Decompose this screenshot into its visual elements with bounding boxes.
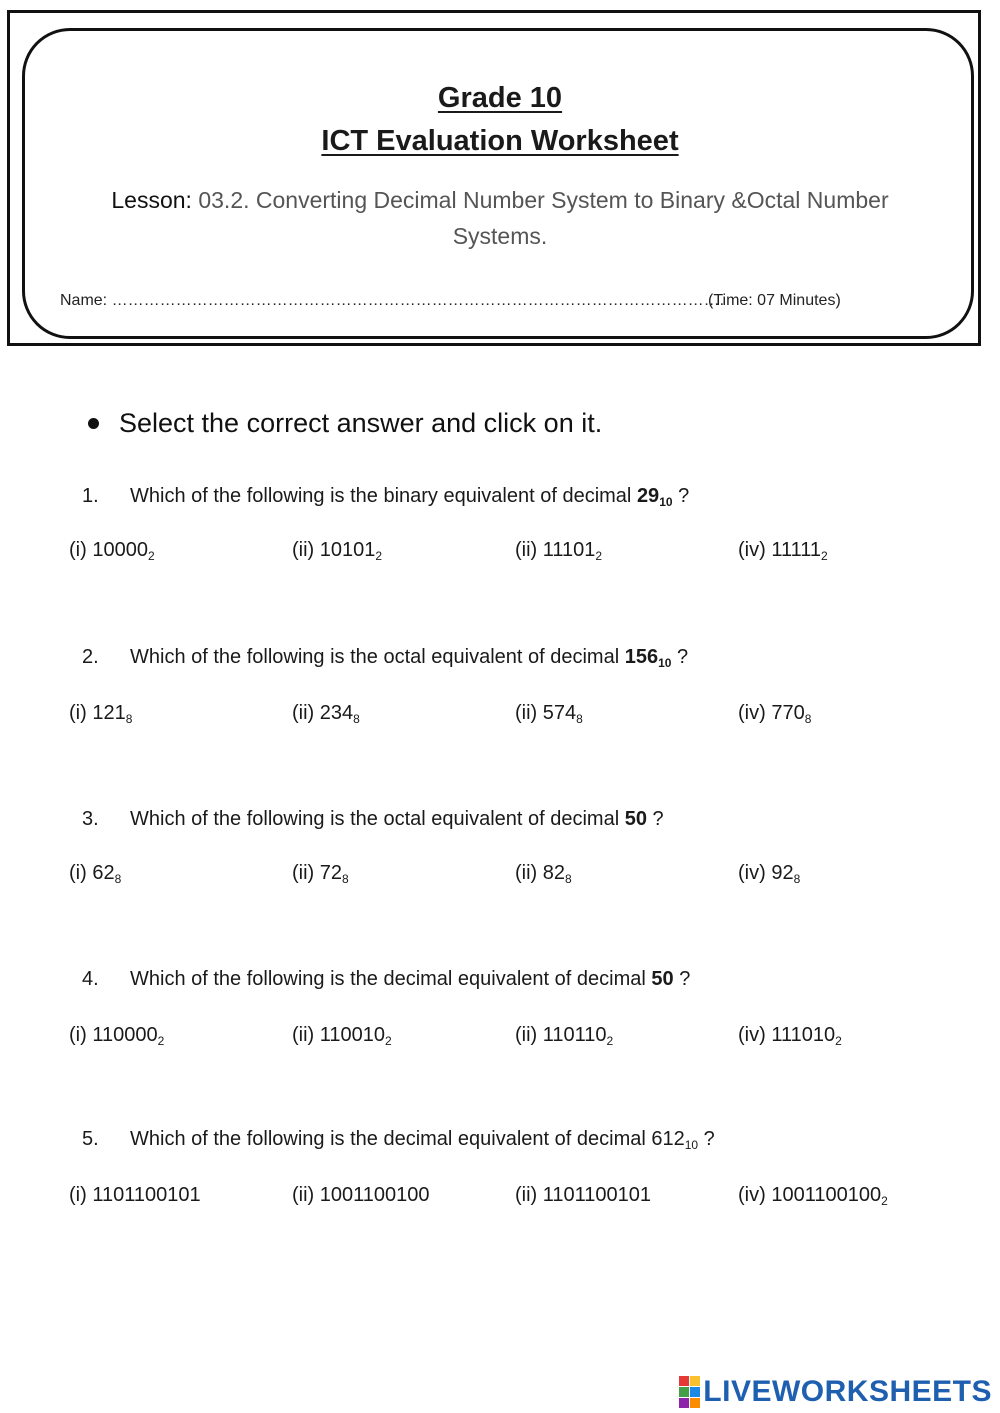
option-label: (ii) 72 — [292, 862, 343, 884]
option-label: (i) 121 — [69, 702, 126, 724]
question-4 — [82, 968, 690, 991]
question-end: ? — [672, 485, 690, 507]
instruction — [88, 408, 602, 439]
option-base: 8 — [793, 872, 801, 886]
option-5-ii[interactable] — [292, 1184, 430, 1207]
logo-square — [679, 1387, 689, 1397]
question-number: 3. — [82, 808, 99, 830]
option-2-iv[interactable] — [738, 702, 811, 725]
question-text: Which of the following is the octal equivalent of decimal — [130, 646, 625, 668]
option-5-iii[interactable] — [515, 1184, 651, 1207]
bullet-icon — [88, 418, 99, 429]
question-text: Which of the following is the decimal equivalent of decimal — [130, 968, 652, 990]
option-3-iv[interactable] — [738, 862, 800, 885]
option-3-ii[interactable] — [292, 862, 349, 885]
option-4-i[interactable] — [69, 1024, 164, 1047]
time-limit: (Time: 07 Minutes) — [708, 292, 841, 309]
option-4-iii[interactable] — [515, 1024, 613, 1047]
option-1-ii[interactable] — [292, 539, 382, 562]
question-text: Which of the following is the octal equivalent of decimal — [130, 808, 625, 830]
lesson-label: Lesson: — [111, 187, 192, 213]
option-base: 2 — [147, 549, 155, 563]
name-field[interactable]: Name: ……………………………………………………………………………………………………. — [60, 292, 725, 309]
question-value: 50 — [651, 968, 674, 990]
option-base: 8 — [114, 872, 122, 886]
option-base: 2 — [595, 549, 603, 563]
worksheet-title: ICT Evaluation Worksheet — [321, 125, 679, 157]
question-value-base: 10 — [659, 495, 673, 509]
option-base: 2 — [881, 1194, 888, 1208]
option-label: (ii) 574 — [515, 702, 577, 724]
option-base: 8 — [353, 712, 360, 726]
logo-square — [690, 1376, 700, 1386]
logo-mark-icon — [679, 1376, 700, 1408]
question-value: 29 — [636, 485, 660, 507]
option-1-iii[interactable] — [515, 539, 602, 562]
option-label: (ii) 110010 — [292, 1024, 386, 1046]
question-end: ? — [671, 646, 689, 668]
option-base: 8 — [804, 712, 812, 726]
option-label: (ii) 110110 — [515, 1024, 607, 1046]
option-label: (ii) 1101100101 — [515, 1184, 652, 1206]
question-text: Which of the following is the decimal equivalent of decimal 612 — [130, 1128, 685, 1150]
question-number: 5. — [82, 1128, 99, 1150]
grade-heading: Grade 10 — [437, 82, 563, 114]
option-4-ii[interactable] — [292, 1024, 392, 1047]
question-5 — [82, 1128, 715, 1151]
option-1-iv[interactable] — [738, 539, 828, 562]
logo-square — [690, 1398, 700, 1408]
logo-square — [679, 1376, 689, 1386]
option-1-i[interactable] — [69, 539, 155, 562]
option-base: 8 — [342, 872, 349, 886]
option-2-iii[interactable] — [515, 702, 583, 725]
question-3 — [82, 808, 664, 831]
lesson-text: 03.2. Converting Decimal Number System to Binary &Octal Number Systems. — [191, 187, 889, 249]
option-base: 2 — [385, 1034, 392, 1048]
question-text: Which of the following is the binary equivalent of decimal — [130, 485, 637, 507]
lesson-line — [80, 182, 920, 254]
option-2-i[interactable] — [69, 702, 132, 725]
option-3-iii[interactable] — [515, 862, 572, 885]
question-end: ? — [698, 1128, 715, 1150]
option-base: 8 — [565, 872, 572, 886]
liveworksheets-logo[interactable] — [679, 1375, 992, 1409]
option-label: (iv) 11111 — [738, 539, 821, 561]
option-label: (ii) 1001100100 — [292, 1184, 430, 1206]
instruction-text: Select the correct answer and click on it. — [119, 408, 603, 438]
option-label: (i) 1101100101 — [69, 1184, 201, 1206]
question-end: ? — [646, 808, 664, 830]
logo-square — [679, 1398, 689, 1408]
logo-text: LIVEWORKSHEETS — [703, 1375, 992, 1408]
question-1 — [82, 485, 689, 508]
question-value: 156 — [624, 646, 659, 668]
option-label: (ii) 82 — [515, 862, 566, 884]
option-base: 2 — [157, 1034, 165, 1048]
question-value-base: 10 — [684, 1138, 699, 1152]
option-label: (ii) 11101 — [515, 539, 596, 561]
option-label: (iv) 92 — [738, 862, 794, 884]
option-label: (iv) 1001100100 — [738, 1184, 882, 1206]
logo-square — [690, 1387, 700, 1397]
option-2-ii[interactable] — [292, 702, 360, 725]
option-base: 2 — [606, 1034, 614, 1048]
option-4-iv[interactable] — [738, 1024, 842, 1047]
option-label: (ii) 234 — [292, 702, 354, 724]
question-value-base: 10 — [658, 656, 672, 670]
option-base: 2 — [835, 1034, 842, 1048]
option-5-iv[interactable] — [738, 1184, 888, 1207]
option-label: (iv) 770 — [738, 702, 805, 724]
question-value: 50 — [624, 808, 647, 830]
question-2 — [82, 646, 688, 669]
option-label: (i) 62 — [69, 862, 115, 884]
question-end: ? — [673, 968, 691, 990]
option-base: 2 — [821, 549, 828, 563]
question-number: 2. — [82, 646, 99, 668]
question-number: 1. — [82, 485, 99, 507]
option-5-i[interactable] — [69, 1184, 201, 1207]
option-label: (ii) 10101 — [292, 539, 376, 561]
option-label: (i) 10000 — [69, 539, 148, 561]
option-base: 8 — [125, 712, 133, 726]
option-3-i[interactable] — [69, 862, 121, 885]
option-base: 2 — [375, 549, 383, 563]
question-number: 4. — [82, 968, 99, 990]
option-label: (i) 110000 — [69, 1024, 158, 1046]
option-label: (iv) 111010 — [738, 1024, 836, 1046]
option-base: 8 — [576, 712, 583, 726]
